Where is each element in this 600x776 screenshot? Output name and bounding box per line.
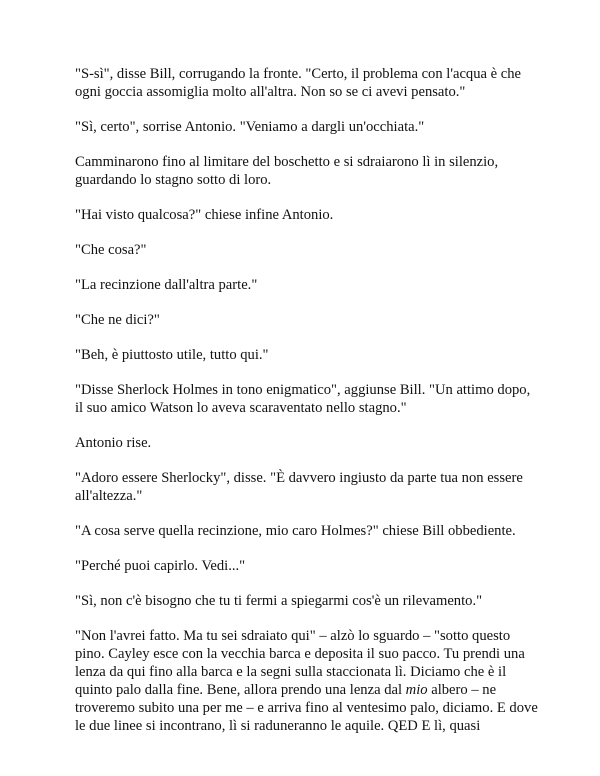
paragraph-3: Camminarono fino al limitare del boschetto e si sdraiarono lì in silenzio, guardando lo stagno sotto di loro. <box>75 154 499 188</box>
paragraph-12: "A cosa serve quella recinzione, mio caro Holmes?" chiese Bill obbediente. <box>75 523 516 539</box>
paragraph-15-text-end: albero – ne troveremo subito una per me – e arriva fino al ventesimo palo, diciamo. E dove le due linee si incontrano, lì si raduneranno le aquile. QED E lì, quasi <box>75 682 538 734</box>
paragraph-15-italic-word: mio <box>405 682 428 698</box>
paragraph-8: "Beh, è piuttosto utile, tutto qui." <box>75 347 269 363</box>
paragraph-7: "Che ne dici?" <box>75 312 160 328</box>
paragraph-6: "La recinzione dall'altra parte." <box>75 277 258 293</box>
paragraph-13: "Perché puoi capirlo. Vedi..." <box>75 558 246 574</box>
paragraph-5: "Che cosa?" <box>75 242 147 258</box>
paragraph-4: "Hai visto qualcosa?" chiese infine Antonio. <box>75 207 334 223</box>
paragraph-15-text-start: "Non l'avrei fatto. Ma tu sei sdraiato qui" – alzò lo sguardo – "sotto questo pino. Cayley esce con la vecchia barca e deposita il suo pacco. Tu prendi una lenza da qui fino alla barca e la segni sulla staccionata lì. Diciamo che è il quinto palo dalla fine. Bene, allora prendo una lenza dal <box>75 628 525 698</box>
paragraph-15 <box>75 627 540 735</box>
paragraph-1: "S-sì", disse Bill, corrugando la fronte. "Certo, il problema con l'acqua è che ogni goccia assomiglia molto all'altra. Non so se ci avevi pensato." <box>75 66 522 100</box>
paragraph-10: Antonio rise. <box>75 435 152 451</box>
paragraph-11: "Adoro essere Sherlocky", disse. "È davvero ingiusto da parte tua non essere all'altezza." <box>75 470 523 504</box>
paragraph-9: "Disse Sherlock Holmes in tono enigmatico", aggiunse Bill. "Un attimo dopo, il suo amico Watson lo aveva scaraventato nello stagno." <box>75 382 531 416</box>
paragraph-14: "Sì, non c'è bisogno che tu ti fermi a spiegarmi cos'è un rilevamento." <box>75 593 483 609</box>
paragraph-2: "Sì, certo", sorrise Antonio. "Veniamo a dargli un'occhiata." <box>75 119 425 135</box>
